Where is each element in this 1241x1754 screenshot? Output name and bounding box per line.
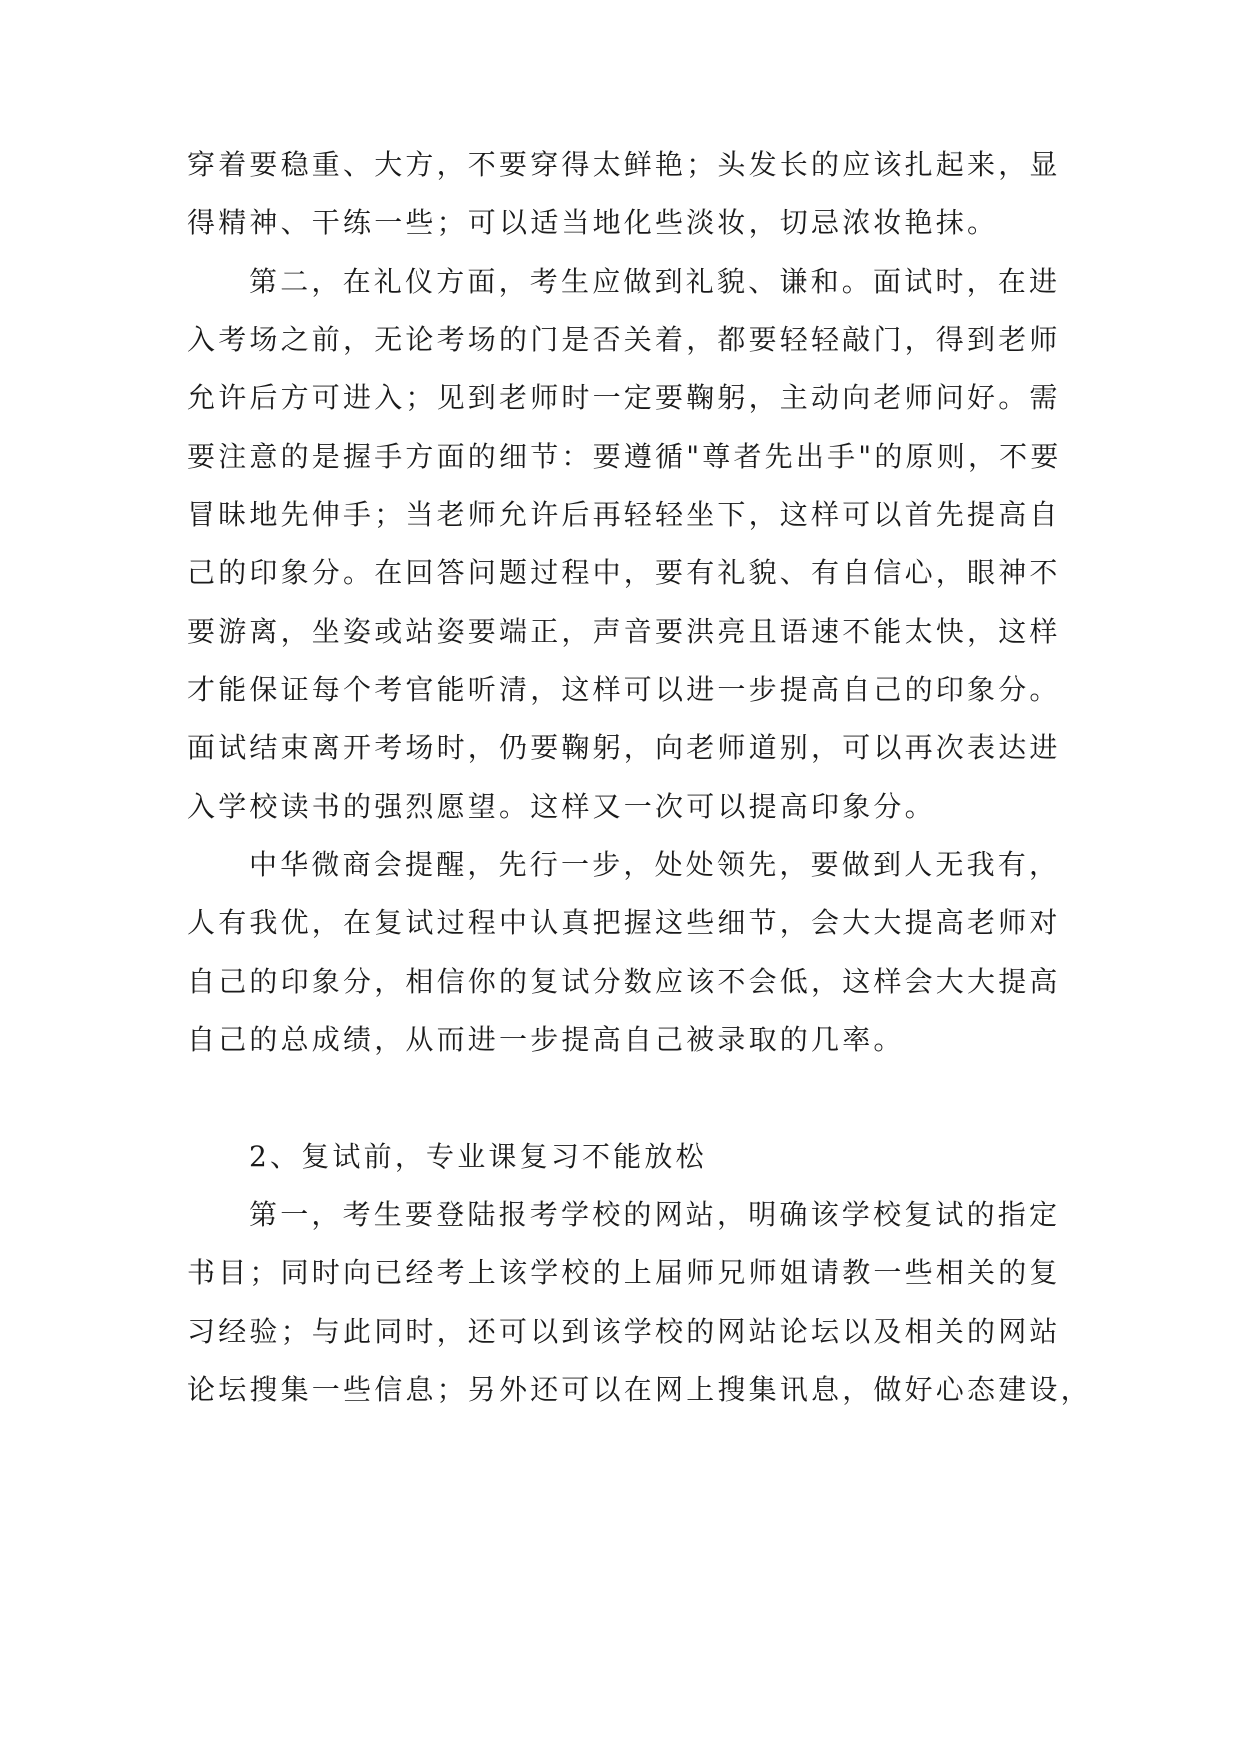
text-line: 要注意的是握手方面的细节：要遵循"尊者先出手"的原则，不要 <box>187 440 1062 473</box>
text-line: 己的印象分。在回答问题过程中，要有礼貌、有自信心，眼神不 <box>187 556 1061 589</box>
text-line: 论坛搜集一些信息；另外还可以在网上搜集讯息，做好心态建设， <box>187 1373 1092 1406</box>
paragraph-start-line: 中华微商会提醒，先行一步，处处领先，要做到人无我有， <box>249 848 1061 881</box>
text-line: 穿着要稳重、大方，不要穿得太鲜艳；头发长的应该扎起来，显 <box>187 148 1061 181</box>
text-line: 书目；同时向已经考上该学校的上届师兄师姐请教一些相关的复 <box>187 1256 1061 1289</box>
section-heading: 2、复试前，专业课复习不能放松 <box>249 1140 707 1173</box>
text-line: 得精神、干练一些；可以适当地化些淡妆，切忌浓妆艳抹。 <box>187 206 999 239</box>
text-line: 人有我优，在复试过程中认真把握这些细节，会大大提高老师对 <box>187 906 1061 939</box>
text-line: 冒昧地先伸手；当老师允许后再轻轻坐下，这样可以首先提高自 <box>187 498 1061 531</box>
text-line: 习经验；与此同时，还可以到该学校的网站论坛以及相关的网站 <box>187 1315 1061 1348</box>
text-line: 面试结束离开考场时，仍要鞠躬，向老师道别，可以再次表达进 <box>187 731 1061 764</box>
text-line: 允许后方可进入；见到老师时一定要鞠躬，主动向老师问好。需 <box>187 381 1061 414</box>
text-line: 入学校读书的强烈愿望。这样又一次可以提高印象分。 <box>187 790 936 823</box>
text-line: 要游离，坐姿或站姿要端正，声音要洪亮且语速不能太快，这样 <box>187 615 1061 648</box>
text-line: 才能保证每个考官能听清，这样可以进一步提高自己的印象分。 <box>187 673 1061 706</box>
text-line: 入考场之前，无论考场的门是否关着，都要轻轻敲门，得到老师 <box>187 323 1061 356</box>
paragraph-start-line: 第二，在礼仪方面，考生应做到礼貌、谦和。面试时，在进 <box>249 265 1061 298</box>
paragraph-start-line: 第一，考生要登陆报考学校的网站，明确该学校复试的指定 <box>249 1198 1061 1231</box>
text-line: 自己的印象分，相信你的复试分数应该不会低，这样会大大提高 <box>187 965 1061 998</box>
text-line: 自己的总成绩，从而进一步提高自己被录取的几率。 <box>187 1023 905 1056</box>
